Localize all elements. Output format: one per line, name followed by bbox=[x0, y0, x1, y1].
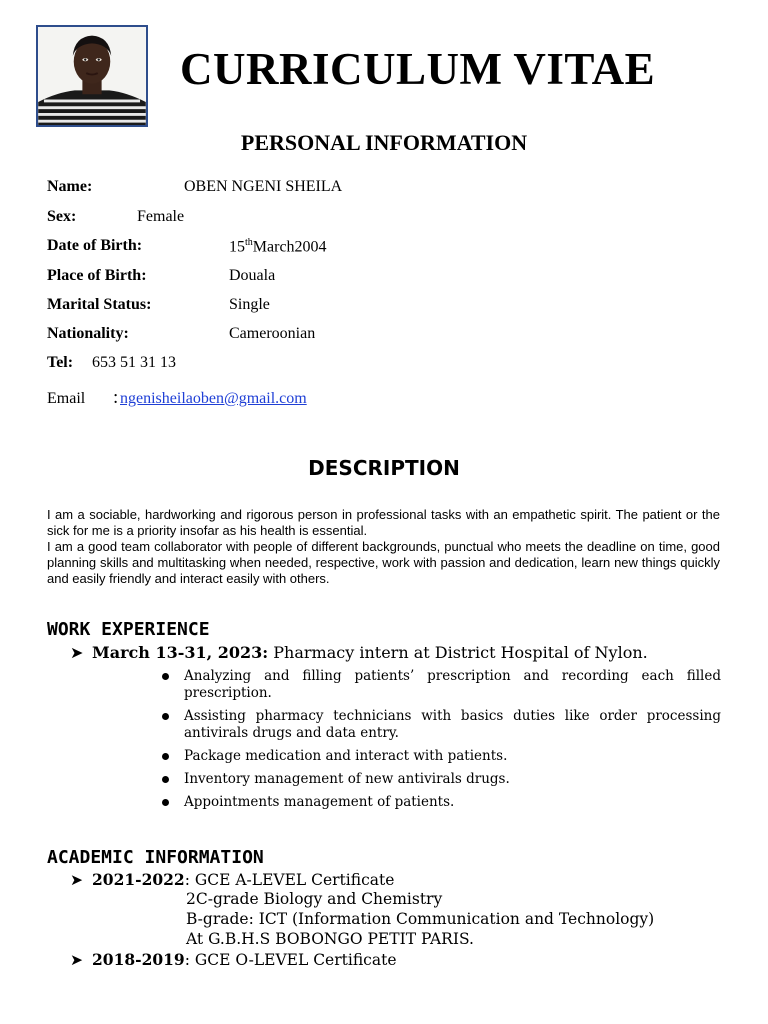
work-date: March 13-31, 2023: bbox=[92, 643, 269, 662]
email-colon: : bbox=[113, 387, 119, 408]
round-bullet-icon bbox=[162, 776, 169, 783]
academic-date-1: 2021-2022 bbox=[92, 870, 185, 889]
round-bullet-icon bbox=[162, 673, 169, 680]
portrait-image bbox=[38, 27, 146, 125]
duty-text: Appointments management of patients. bbox=[184, 794, 455, 810]
arrowhead-bullet-icon: ➤ bbox=[70, 643, 84, 662]
academic-detail-3: At G.B.H.S BOBONGO PETIT PARIS. bbox=[186, 930, 474, 948]
page-title: CURRICULUM VITAE bbox=[180, 44, 656, 94]
tel-value: 653 51 31 13 bbox=[92, 354, 176, 371]
dob-month-year: March2004 bbox=[252, 238, 327, 256]
marital-label: Marital Status: bbox=[47, 296, 152, 313]
sex-value: Female bbox=[137, 208, 185, 225]
dob-label: Date of Birth: bbox=[47, 237, 143, 254]
name-row bbox=[47, 178, 343, 196]
list-item bbox=[160, 668, 721, 702]
tel-label: Tel: bbox=[47, 354, 74, 371]
nationality-value: Cameroonian bbox=[229, 325, 316, 342]
description-paragraph-2: I am a good team collaborator with people of different backgrounds, punctual who meets the deadline on time, good planning skills and multitasking when needed, respective, work with passion and dedication, learn new things quickly and easily friendly and interact easily with others. bbox=[47, 539, 720, 586]
dob-value bbox=[229, 237, 327, 256]
academic-information-heading: ACADEMIC INFORMATION bbox=[47, 847, 264, 868]
academic-text-1: : GCE A-LEVEL Certificate bbox=[184, 871, 395, 889]
work-role: Pharmacy intern at District Hospital of Nylon. bbox=[268, 643, 648, 662]
round-bullet-icon bbox=[162, 799, 169, 806]
academic-entry-1 bbox=[70, 870, 394, 889]
pob-value: Douala bbox=[229, 267, 276, 284]
description-paragraph-1: I am a sociable, hardworking and rigorous person in professional tasks with an empathetic spirit. The patient or the sick for me is a priority insofar as his health is essential. bbox=[47, 507, 720, 538]
academic-text-2: : GCE O-LEVEL Certificate bbox=[184, 951, 397, 969]
nationality-row bbox=[47, 325, 316, 343]
sex-label: Sex: bbox=[47, 208, 77, 225]
name-label: Name: bbox=[47, 178, 93, 195]
duty-text: Assisting pharmacy technicians with basics duties like order processing antivirals drugs and data entry. bbox=[184, 708, 721, 741]
list-item bbox=[160, 771, 721, 788]
list-item bbox=[160, 794, 721, 811]
email-link[interactable]: ngenisheilaoben@gmail.com bbox=[120, 390, 307, 407]
dob-day: 15 bbox=[229, 238, 245, 256]
email-row bbox=[47, 387, 307, 408]
duty-text: Analyzing and filling patients’ prescription and recording each filled prescription. bbox=[184, 668, 721, 701]
work-experience-heading: WORK EXPERIENCE bbox=[47, 619, 210, 640]
description-body bbox=[47, 507, 720, 587]
pob-row bbox=[47, 267, 276, 285]
marital-value: Single bbox=[229, 296, 270, 313]
academic-detail-1: 2C-grade Biology and Chemistry bbox=[186, 890, 443, 908]
tel-row bbox=[47, 354, 176, 372]
round-bullet-icon bbox=[162, 713, 169, 720]
arrowhead-bullet-icon: ➤ bbox=[70, 871, 83, 889]
description-heading: DESCRIPTION bbox=[308, 456, 460, 480]
work-duties-list bbox=[160, 668, 721, 811]
name-value: OBEN NGENI SHEILA bbox=[184, 178, 343, 195]
dob-row bbox=[47, 237, 327, 256]
academic-detail-2: B-grade: ICT (Information Communication and Technology) bbox=[186, 910, 655, 928]
personal-information-heading: PERSONAL INFORMATION bbox=[240, 130, 528, 155]
list-item bbox=[160, 748, 721, 765]
duty-text: Package medication and interact with patients. bbox=[184, 748, 508, 764]
sex-row bbox=[47, 208, 185, 226]
academic-entry-2 bbox=[70, 950, 397, 969]
pob-label: Place of Birth: bbox=[47, 267, 147, 284]
list-item bbox=[160, 708, 721, 742]
round-bullet-icon bbox=[162, 753, 169, 760]
nationality-label: Nationality: bbox=[47, 325, 129, 342]
work-entry bbox=[70, 643, 648, 662]
profile-photo bbox=[36, 25, 148, 127]
email-label: Email bbox=[47, 390, 86, 407]
duty-text: Inventory management of new antivirals drugs. bbox=[184, 771, 510, 787]
dob-suffix: th bbox=[245, 237, 253, 248]
marital-row bbox=[47, 296, 270, 314]
academic-date-2: 2018-2019 bbox=[92, 950, 185, 969]
arrowhead-bullet-icon: ➤ bbox=[70, 951, 83, 969]
